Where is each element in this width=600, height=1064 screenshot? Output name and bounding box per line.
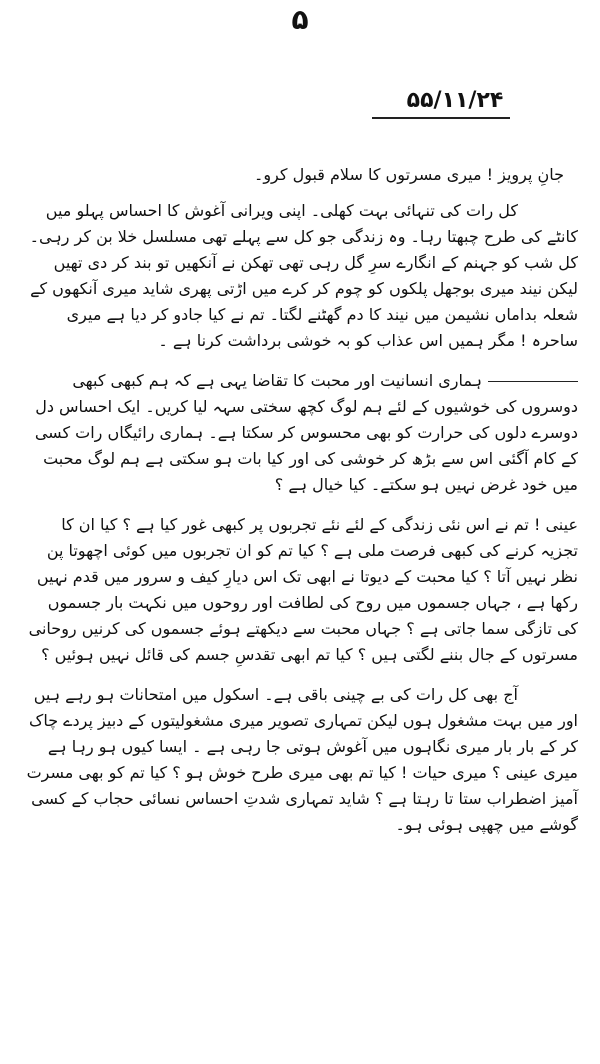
letter-paragraph [22,368,578,498]
letter-greeting: جانِ پرویز ! میری مسرتوں کا سلام قبول کرو۔ [253,165,564,184]
paragraph-lead-line [488,381,578,382]
date-underline [372,117,510,119]
letter-body [22,162,578,852]
letter-paragraph: آج بھی کل رات کی بے چینی باقی ہے۔ اسکول میں امتحانات ہو رہے ہیں اور میں بہت مشغول ہوں لیکن تمہاری تصویر میری مشغولیتوں کے دبیز پردے چاک کر کے بار بار میری نگاہوں میں آغوش ہوتی جا رہی ہے ۔ ایسا کیوں ہو رہا ہے میری عینی ؟ میری حیات ! کیا تم بھی میری طرح خوش ہو ؟ کیا تم کو بھی مسرت آمیز اضطراب ستا تا رہتا ہے ؟ شاید تمہاری شدتِ احساس نسائی حجاب کے کسی گوشے میں چھپی ہوئی ہو۔ [26,685,578,834]
page-number: ۵ [291,3,309,36]
letter-paragraph-text: ہماری انسانیت اور محبت کا تقاضا یہی ہے کہ ہم کبھی کبھی دوسروں کی خوشیوں کے لئے ہم لوگ کچھ سختی سہہ لیا کریں۔ ایک احساس دل دوسرے دلوں کی حرارت کو بھی محسوس کر سکتا ہے۔ ہماری رائیگاں رات کسی کے کام آگئی اس سے بڑھ کر خوشی کی اور کیا بات ہو سکتی ہے ہم لوگ محبت میں خود غرض نہیں ہو سکتے۔ کیا خیال ہے ؟ [34,371,578,494]
letter-paragraph: کل رات کی تنہائی بہت کھلی۔ اپنی ویرانی آغوش کا احساس پہلو میں کانٹے کی طرح چبھتا رہا۔ وہ زندگی جو کل سے پہلے تھی مسلسل خلا بن کر رہی۔ کل شب کو جہنم کے انگارے سرِ گل رہی تھی تھکن نے آنکھیں تو بند کر دی تھیں لیکن نیند میری بوجھل پلکوں کو چوم کر کرے میں اڑتی پھری شاید میری آنکھوں کے شعلہ بداماں نشیمن میں نیند کا دم گھٹنے لگتا۔ تم نے کیا جادو کر دیا ہے میری ساحرہ ! مگر ہمیں اس عذاب کو بہ خوشی برداشت کرنا ہے ۔ [29,201,578,350]
letter-paragraph: عینی ! تم نے اس نئی زندگی کے لئے نئے تجربوں پر کبھی غور کیا ہے ؟ کیا ان کا تجزیہ کرنے کی کبھی فرصت ملی ہے ؟ کیا تم کو ان تجربوں میں کوئی اچھوتا پن نظر نہیں آتا ؟ کیا محبت کے دیوتا نے ابھی تک اس دیارِ کیف و سرور میں قدم نہیں رکھا ہے ، جہاں جسموں میں روح کی لطافت اور روحوں میں نکہت بار جسموں کی تازگی سما جاتی ہے ؟ جہاں محبت سے دیکھتے ہوئے جسموں کی کرنیں روحانی مسرتوں کے جال بننے لگتی ہیں ؟ کیا تم ابھی تقدسِ جسم کی قائل نہیں ہوئیں ؟ [28,515,578,664]
letter-date: ۵۵/۱۱/۲۴ [406,88,504,113]
